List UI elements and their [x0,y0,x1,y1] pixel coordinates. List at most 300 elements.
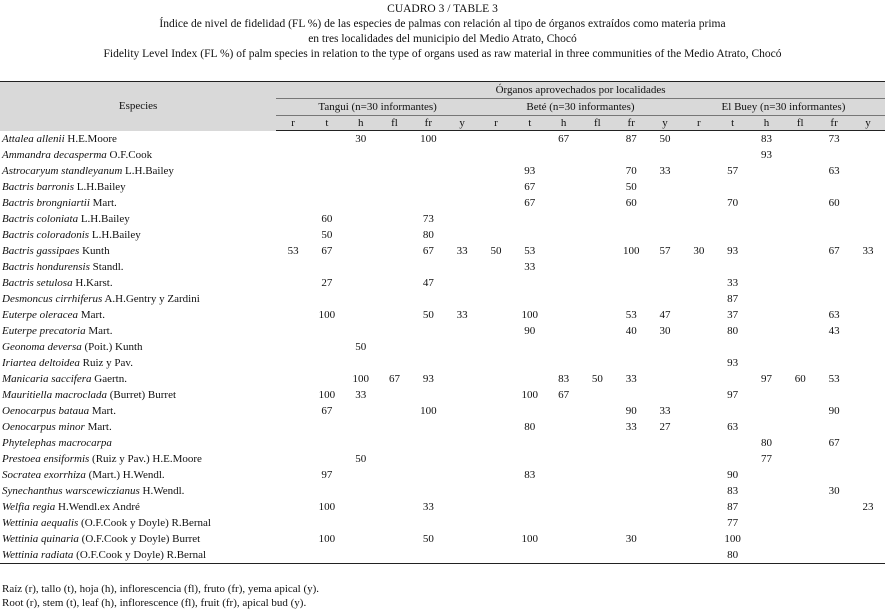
fl-value-cell [445,227,479,243]
fl-value-cell [276,515,310,531]
fl-value-cell: 53 [524,245,536,257]
fl-value-cell [716,403,750,419]
fl-value-cell: 67 [321,405,333,417]
fl-value-cell [344,355,378,371]
fl-value-cell: 93 [760,149,772,161]
fl-value-cell [276,131,310,148]
fl-value-cell [276,195,310,211]
fl-value-cell: 100 [521,533,539,545]
organ-code-header: r [276,116,310,131]
fl-value-cell [648,531,682,547]
fl-value-cell [614,451,648,467]
fl-value-cell [479,259,513,275]
fl-value-cell [817,259,851,275]
fl-value-cell: 70 [727,197,739,209]
fl-value-cell [378,243,412,259]
species-author: L.H.Bailey [89,229,141,241]
species-name [0,243,276,259]
fl-value-cell [851,403,885,419]
fl-value-cell: 47 [422,277,434,289]
species-genus: Bactris barronis [2,181,75,193]
fl-value-cell [750,291,784,307]
fl-value-cell: 83 [727,485,739,497]
caption-title-spanish: Índice de nivel de fidelidad (FL %) de las especies de palmas con relación al tipo de órganos extraídos como materia prima [159,18,726,30]
fl-value-cell [411,387,445,403]
fl-value-cell: 73 [422,213,434,225]
fl-value-cell [750,275,784,291]
fl-value-cell [817,179,851,195]
fl-value-cell [614,147,648,163]
fl-value-cell [445,275,479,291]
table-row [0,387,885,403]
fl-value-cell: 50 [422,533,434,545]
fl-value-cell [411,147,445,163]
fl-value-cell [648,339,682,355]
fl-value-cell: 100 [724,533,741,545]
table-row [0,259,885,275]
fl-value-cell: 50 [355,341,367,353]
fl-value-cell: 93 [422,373,434,385]
fl-value-cell [378,131,412,148]
fl-value-cell [648,147,682,163]
organ-code-header: fr [614,116,648,131]
fl-value-cell [344,163,378,179]
fl-value-cell: 70 [625,165,637,177]
footnote-spanish: Raíz (r), tallo (t), hoja (h), inflorescencia (fl), fruto (fr), yema apical (y). [2,583,320,595]
species-genus: Synechanthus warscewiczianus [2,485,140,497]
fl-value-cell [851,163,885,179]
caption-title-spanish-cont: en tres localidades del municipio del Medio Atrato, Chocó [308,33,577,45]
fl-value-cell [682,275,716,291]
fl-value-cell [682,259,716,275]
fl-value-cell [614,211,648,227]
species-author: (O.F.Cook y Doyle) R.Bernal [78,517,211,529]
table-row [0,499,885,515]
fl-value-cell [547,243,581,259]
fl-value-cell [276,371,310,387]
fl-value-cell: 33 [524,261,536,273]
fl-value-cell [378,259,412,275]
species-author: A.H.Gentry y Zardini [102,293,200,305]
fl-value-cell [851,275,885,291]
fl-value-cell [817,355,851,371]
fl-value-cell [445,547,479,564]
fl-value-cell [750,419,784,435]
fl-value-cell [817,499,851,515]
fl-value-cell [445,387,479,403]
species-genus: Manicaria saccifera [2,373,92,385]
fl-value-cell [276,275,310,291]
fl-value-cell: 23 [862,501,874,513]
fl-value-cell [479,451,513,467]
fl-value-cell [851,227,885,243]
fl-value-cell: 33 [355,389,367,401]
caption-title-english: Fidelity Level Index (FL %) of palm species in relation to the type of organs used as raw material in three communities of the Medio Atrato, Chocó [103,48,782,60]
species-author: L.H.Bailey [78,213,130,225]
table-row [0,419,885,435]
species-genus: Prestoea ensiformis [2,453,90,465]
fl-value-cell: 30 [693,245,705,257]
fl-value-cell [682,211,716,227]
fl-value-cell [750,211,784,227]
species-author: (Ruiz y Pav.) H.E.Moore [89,453,202,465]
fl-value-cell [276,435,310,451]
fl-value-cell [378,323,412,339]
fl-value-cell [614,227,648,243]
fl-value-cell [344,147,378,163]
fl-value-cell: 53 [828,373,840,385]
table-row [0,243,885,259]
fl-value-cell [682,483,716,499]
species-author: Mart. [89,405,116,417]
species-genus: Astrocaryum standleyanum [2,165,123,177]
fl-value-cell [445,451,479,467]
fl-value-cell [851,307,885,323]
table-footnotes [2,582,319,610]
fl-value-cell [580,387,614,403]
table-row [0,483,885,499]
fl-value-cell [445,515,479,531]
fl-value-cell [817,547,851,564]
fl-value-cell [682,131,716,148]
fl-value-cell [648,227,682,243]
fl-value-cell [750,547,784,564]
fl-value-cell [344,307,378,323]
fl-value-cell [682,467,716,483]
fl-value-cell [445,195,479,211]
fl-value-cell [547,547,581,564]
fl-value-cell [716,131,750,148]
fl-value-cell [580,435,614,451]
species-name [0,195,276,211]
fl-value-cell [547,227,581,243]
table-row [0,275,885,291]
fl-value-cell [783,531,817,547]
fl-value-cell [851,387,885,403]
fl-value-cell [547,403,581,419]
fl-value-cell [547,531,581,547]
table-row [0,227,885,243]
species-genus: Desmoncus cirrhiferus [2,293,103,305]
species-author: H.Wendl.ex André [55,501,140,513]
fl-value-cell [479,179,513,195]
species-genus: Attalea allenii [2,132,65,145]
fl-value-cell [614,515,648,531]
fl-value-cell [783,243,817,259]
species-genus: Socratea exorrhiza [2,469,86,481]
fl-value-cell: 33 [422,501,434,513]
fl-value-cell [716,179,750,195]
fl-value-cell: 60 [794,373,806,385]
fl-value-cell: 43 [828,325,840,337]
fl-value-cell: 60 [625,197,637,209]
fl-value-cell [276,419,310,435]
fl-value-cell [344,483,378,499]
fl-value-cell [513,515,547,531]
fl-value-cell [276,339,310,355]
species-author: Ruiz y Pav. [79,357,133,369]
fl-value-cell: 33 [456,309,468,321]
fl-value-cell [411,339,445,355]
table-row [0,403,885,419]
fl-value-cell [276,259,310,275]
fl-value-cell [378,147,412,163]
fl-value-cell [750,499,784,515]
fl-value-cell [851,467,885,483]
fl-value-cell [851,323,885,339]
fl-value-cell [445,163,479,179]
fl-value-cell: 93 [727,357,739,369]
fl-value-cell: 30 [828,485,840,497]
fl-value-cell [682,323,716,339]
table-row [0,147,885,163]
species-name [0,163,276,179]
fl-value-cell: 97 [321,469,333,481]
fl-value-cell [580,451,614,467]
fidelity-level-table [0,81,885,564]
fl-value-cell [445,531,479,547]
species-genus: Welfia regia [2,501,56,513]
fl-value-cell [479,499,513,515]
fl-value-cell [750,195,784,211]
species-author: (Mart.) H.Wendl. [85,469,165,481]
fl-value-cell: 67 [321,245,333,257]
fl-value-cell [411,195,445,211]
fl-value-cell [716,147,750,163]
fl-value-cell [783,451,817,467]
species-genus: Wettinia quinaria [2,533,79,545]
fl-value-cell [682,307,716,323]
fl-value-cell [716,451,750,467]
fl-value-cell [580,195,614,211]
table-row [0,355,885,371]
fl-value-cell [547,435,581,451]
fl-value-cell [716,435,750,451]
fl-value-cell [648,275,682,291]
fl-value-cell [547,275,581,291]
fl-value-cell [378,179,412,195]
fl-value-cell: 67 [828,245,840,257]
fl-value-cell [783,419,817,435]
fl-value-cell [276,227,310,243]
fl-value-cell [716,259,750,275]
fl-value-cell [310,163,344,179]
fl-value-cell [783,147,817,163]
fl-value-cell [411,547,445,564]
fl-value-cell [479,195,513,211]
fl-value-cell [411,483,445,499]
organ-code-header: y [851,116,885,131]
fl-value-cell [378,499,412,515]
fl-value-cell [851,195,885,211]
fl-value-cell [310,259,344,275]
fl-value-cell [445,355,479,371]
table-row [0,547,885,564]
species-name [0,547,276,564]
species-author: (Burret) Burret [107,389,177,401]
fl-value-cell [783,467,817,483]
fl-value-cell [445,419,479,435]
fl-value-cell [580,227,614,243]
organ-code-header: t [310,116,344,131]
fl-value-cell [851,435,885,451]
fl-value-cell [851,131,885,148]
species-author: Mart. [85,325,113,337]
fl-value-cell [716,227,750,243]
fl-value-cell [276,499,310,515]
fl-value-cell [310,179,344,195]
fl-value-cell [580,355,614,371]
species-author: L.H.Bailey [74,181,126,193]
fl-value-cell: 63 [727,421,739,433]
organ-code-header: fl [580,116,614,131]
fl-value-cell [682,387,716,403]
fl-value-cell [344,419,378,435]
fl-value-cell: 60 [828,197,840,209]
fl-value-cell [547,451,581,467]
fl-value-cell [580,147,614,163]
fl-value-cell [344,275,378,291]
fl-value-cell: 90 [625,405,637,417]
fl-value-cell [783,483,817,499]
fl-value-cell [580,467,614,483]
fl-value-cell [310,515,344,531]
fl-value-cell [783,435,817,451]
fl-value-cell: 50 [355,453,367,465]
fl-value-cell [411,259,445,275]
fl-value-cell [547,419,581,435]
fl-value-cell [513,435,547,451]
fl-value-cell: 80 [760,437,772,449]
fl-value-cell [378,531,412,547]
species-genus: Geonoma deversa [2,341,82,353]
species-genus: Oenocarpus minor [2,421,85,433]
species-name [0,419,276,435]
fl-value-cell [513,131,547,148]
fl-value-cell [378,419,412,435]
fl-value-cell [580,531,614,547]
fl-value-cell [783,211,817,227]
fl-value-cell [276,163,310,179]
fl-value-cell [378,195,412,211]
fl-value-cell [378,387,412,403]
species-author: (O.F.Cook y Doyle) R.Bernal [73,549,207,561]
fl-value-cell [445,339,479,355]
fl-value-cell [783,307,817,323]
fl-value-cell [851,547,885,564]
fl-value-cell [783,195,817,211]
fl-value-cell [310,339,344,355]
fl-value-cell [445,323,479,339]
fl-value-cell [276,483,310,499]
fl-value-cell [479,355,513,371]
fl-value-cell [614,387,648,403]
fl-value-cell: 33 [659,405,671,417]
fl-value-cell [648,355,682,371]
fl-value-cell: 30 [625,533,637,545]
fl-value-cell: 67 [524,181,536,193]
fl-value-cell [648,483,682,499]
species-name [0,211,276,227]
fl-value-cell [716,211,750,227]
fl-value-cell [344,179,378,195]
fl-value-cell [783,387,817,403]
fl-value-cell [580,419,614,435]
species-name [0,307,276,323]
fl-value-cell [682,195,716,211]
table-row [0,211,885,227]
fl-value-cell [310,371,344,387]
species-genus: Euterpe oleracea [2,309,79,321]
fl-value-cell [513,275,547,291]
fl-value-cell [648,211,682,227]
fl-value-cell [547,195,581,211]
fl-value-cell [750,339,784,355]
fl-value-cell [513,451,547,467]
species-author: H.Karst. [72,277,113,289]
species-name [0,387,276,403]
fl-value-cell [411,179,445,195]
fl-value-cell [513,547,547,564]
species-name [0,483,276,499]
table-row [0,531,885,547]
fl-value-cell: 33 [625,373,637,385]
fl-value-cell [276,387,310,403]
fl-value-cell [817,275,851,291]
fl-value-cell [479,483,513,499]
fl-value-cell [614,483,648,499]
fl-value-cell [411,515,445,531]
fl-value-cell [648,195,682,211]
fl-value-cell [851,211,885,227]
fl-value-cell [378,291,412,307]
fl-value-cell: 53 [287,245,299,257]
fl-value-cell: 57 [727,165,739,177]
species-author: Standl. [89,261,124,273]
fl-value-cell [479,131,513,148]
species-genus: Bactris setulosa [2,277,73,289]
fl-value-cell: 83 [760,133,772,145]
species-name [0,227,276,243]
locality-header-el-buey: El Buey (n=30 informantes) [682,99,885,116]
fl-value-cell: 100 [318,533,336,545]
fl-value-cell [344,243,378,259]
fl-value-cell [411,451,445,467]
fl-value-cell [580,307,614,323]
organ-code-header: h [750,116,784,131]
fl-value-cell [614,275,648,291]
fl-value-cell [851,531,885,547]
fl-value-cell [648,515,682,531]
table-row [0,467,885,483]
fl-value-cell [547,499,581,515]
species-name [0,499,276,515]
species-author: Gaertn. [91,373,127,385]
species-genus: Mauritiella macroclada [2,389,107,401]
species-name [0,435,276,451]
fl-value-cell [851,451,885,467]
fl-value-cell [547,355,581,371]
fl-value-cell: 33 [456,245,468,257]
species-genus: Wettinia radiata [2,549,74,561]
species-author: Mart. [89,197,117,209]
fl-value-cell [783,291,817,307]
fl-value-cell: 50 [659,133,671,145]
fl-value-cell [750,179,784,195]
fl-value-cell [682,179,716,195]
fl-value-cell [411,467,445,483]
fl-value-cell: 100 [318,389,336,401]
